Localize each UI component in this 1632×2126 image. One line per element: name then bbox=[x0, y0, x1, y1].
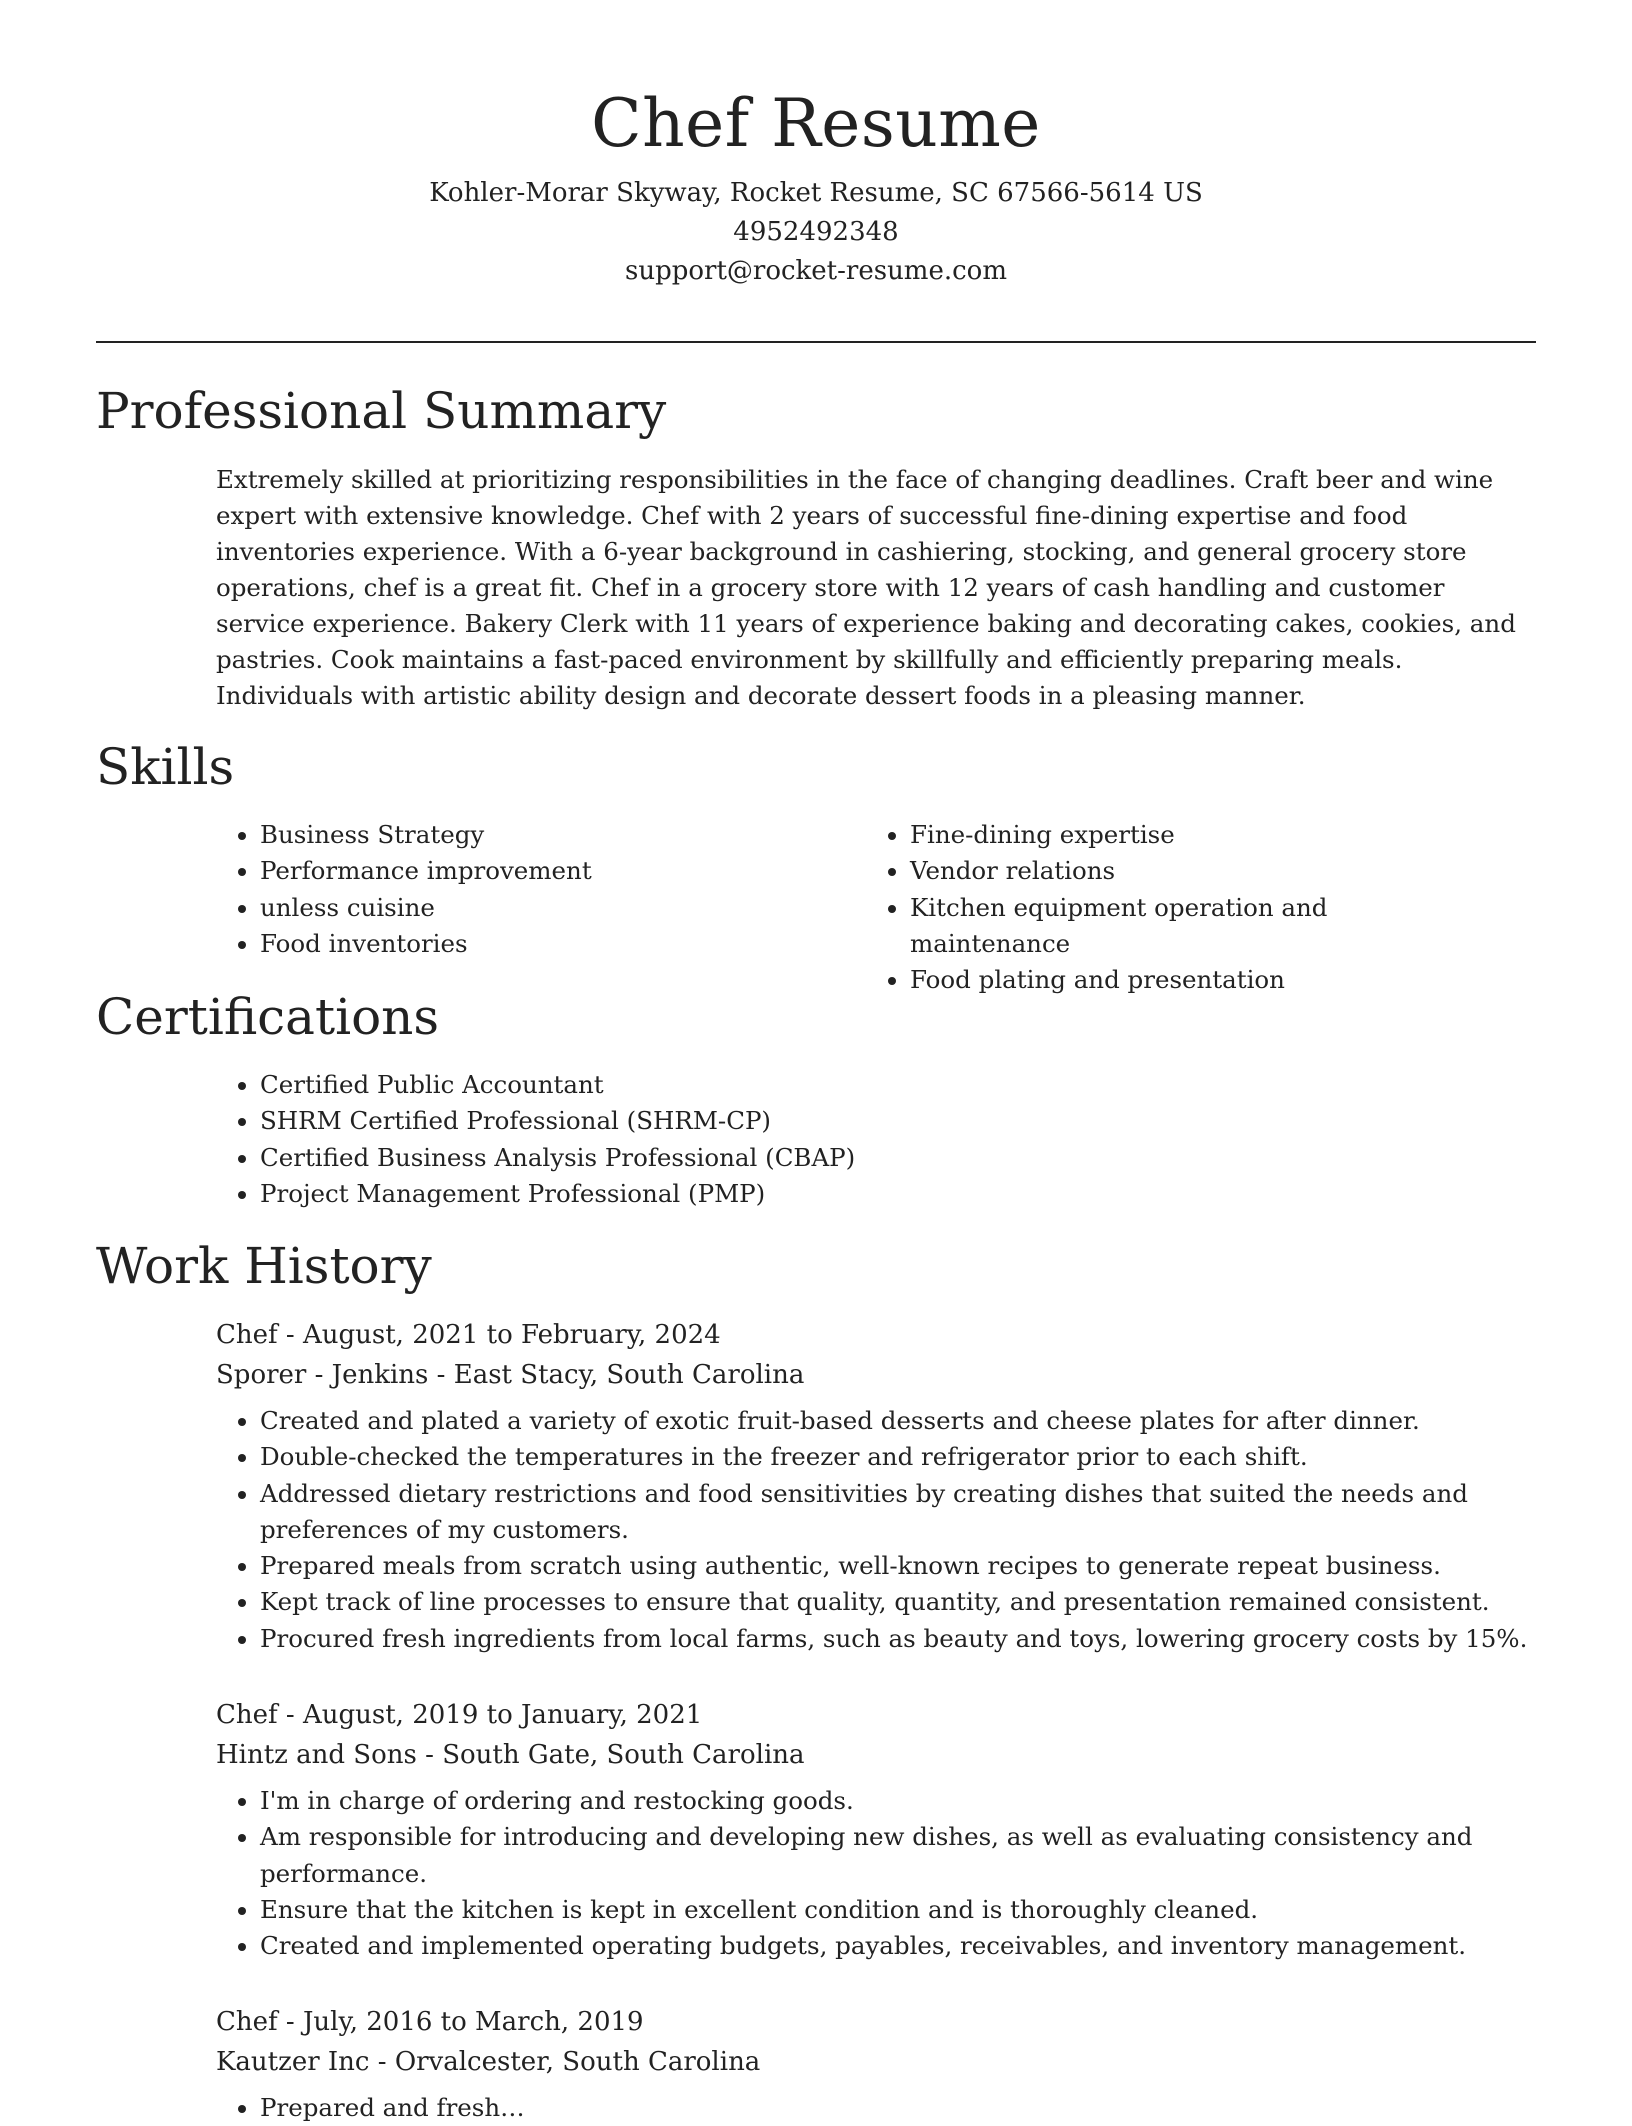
job-bullet: • Created and plated a variety of exotic fruit-based desserts and cheese plates for after dinner. bbox=[260, 1403, 1534, 1439]
skill-item: • Fine-dining expertise bbox=[910, 817, 1466, 853]
job-role: Chef bbox=[216, 1700, 278, 1730]
job-bullet: • Double-checked the temperatures in the freezer and refrigerator prior to each shift. bbox=[260, 1439, 1534, 1475]
resume-header bbox=[96, 78, 1536, 291]
job-bullet: • Prepared and fresh… bbox=[260, 2090, 1534, 2126]
job-bullet: • Addressed dietary restrictions and food sensitivities by creating dishes that suited the needs and preferences of my customers. bbox=[260, 1476, 1534, 1549]
job-company: Kautzer Inc bbox=[216, 2047, 370, 2077]
job-dates: July, 2016 to March, 2019 bbox=[302, 2007, 644, 2037]
summary-heading: Professional Summary bbox=[96, 382, 667, 440]
job-bullet: • Created and implemented operating budgets, payables, receivables, and inventory management. bbox=[260, 1928, 1534, 1964]
skills-left-column bbox=[216, 817, 816, 962]
job-company-line: Hintz and Sons - South Gate, South Carolina bbox=[216, 1740, 805, 1770]
skill-item: • Performance improvement bbox=[260, 853, 816, 889]
job-title-line: Chef - August, 2021 to February, 2024 bbox=[216, 1320, 721, 1350]
job-bullet: • Prepared meals from scratch using authentic, well-known recipes to generate repeat business. bbox=[260, 1548, 1534, 1584]
job-bullet: • Ensure that the kitchen is kept in excellent condition and is thoroughly cleaned. bbox=[260, 1892, 1534, 1928]
certification-item: • Certified Business Analysis Professional (CBAP) bbox=[260, 1140, 1516, 1176]
contact-address: Kohler-Morar Skyway, Rocket Resume, SC 67566-5614 US bbox=[429, 178, 1203, 208]
job-dates: August, 2021 to February, 2024 bbox=[302, 1320, 721, 1350]
job-location: Orvalcester, South Carolina bbox=[394, 2047, 761, 2077]
job-bullet: • Am responsible for introducing and developing new dishes, as well as evaluating consistency and performance. bbox=[260, 1819, 1534, 1892]
certification-item: • Project Management Professional (PMP) bbox=[260, 1176, 1516, 1212]
contact-phone: 4952492348 bbox=[733, 217, 899, 247]
summary-text: Extremely skilled at prioritizing responsibilities in the face of changing deadlines. Craft beer and wine expert with extensive knowledge. Chef with 2 years of successful fine-dining expertise and food inventories experience. With a 6-year background in cashiering, stocking, and general grocery store operations, chef is a great fit. Chef in a grocery store with 12 years of cash handling and customer service experience. Bakery Clerk with 11 years of experience baking and decorating cakes, cookies, and pastries. Cook maintains a fast-paced environment by skillfully and efficiently preparing meals. Individuals with artistic ability design and decorate dessert foods in a pleasing manner. bbox=[216, 465, 1516, 710]
job-bullet: • I'm in charge of ordering and restocking goods. bbox=[260, 1783, 1534, 1819]
job-role: Chef bbox=[216, 1320, 278, 1350]
skill-item: • Food inventories bbox=[260, 926, 816, 962]
skill-item: • unless cuisine bbox=[260, 890, 816, 926]
job-company-line: Kautzer Inc - Orvalcester, South Carolina bbox=[216, 2047, 761, 2077]
work-history-heading: Work History bbox=[96, 1237, 432, 1295]
certifications-heading: Certifications bbox=[96, 988, 440, 1046]
job-company: Hintz and Sons bbox=[216, 1740, 417, 1770]
skill-item: • Business Strategy bbox=[260, 817, 816, 853]
skills-right-column bbox=[866, 817, 1466, 998]
job-company: Sporer - Jenkins bbox=[216, 1360, 429, 1390]
skills-heading: Skills bbox=[96, 738, 235, 796]
job-location: East Stacy, South Carolina bbox=[453, 1360, 805, 1390]
job-role: Chef bbox=[216, 2007, 278, 2037]
job-bullet: • Kept track of line processes to ensure that quality, quantity, and presentation remained consistent. bbox=[260, 1584, 1534, 1620]
job-title-line: Chef - July, 2016 to March, 2019 bbox=[216, 2007, 644, 2037]
job-location: South Gate, South Carolina bbox=[442, 1740, 805, 1770]
header-divider bbox=[96, 341, 1536, 343]
certification-item: • Certified Public Accountant bbox=[260, 1067, 1516, 1103]
job-dates: August, 2019 to January, 2021 bbox=[302, 1700, 703, 1730]
job-title-line: Chef - August, 2019 to January, 2021 bbox=[216, 1700, 703, 1730]
skill-item: • Food plating and presentation bbox=[910, 962, 1466, 998]
certification-item: • SHRM Certified Professional (SHRM-CP) bbox=[260, 1103, 1516, 1139]
job-entry bbox=[216, 1696, 1534, 1964]
resume-name: Chef Resume bbox=[591, 85, 1041, 162]
job-company-line: Sporer - Jenkins - East Stacy, South Carolina bbox=[216, 1360, 805, 1390]
job-bullet: • Procured fresh ingredients from local farms, such as beauty and toys, lowering grocery costs by 15%. bbox=[260, 1621, 1534, 1657]
skill-item: • Kitchen equipment operation and maintenance bbox=[910, 890, 1466, 963]
job-entry bbox=[216, 1316, 1534, 1657]
contact-email: support@rocket-resume.com bbox=[624, 256, 1007, 286]
job-entry bbox=[216, 2003, 1534, 2126]
certifications-list bbox=[216, 1067, 1516, 1212]
skill-item: • Vendor relations bbox=[910, 853, 1466, 889]
